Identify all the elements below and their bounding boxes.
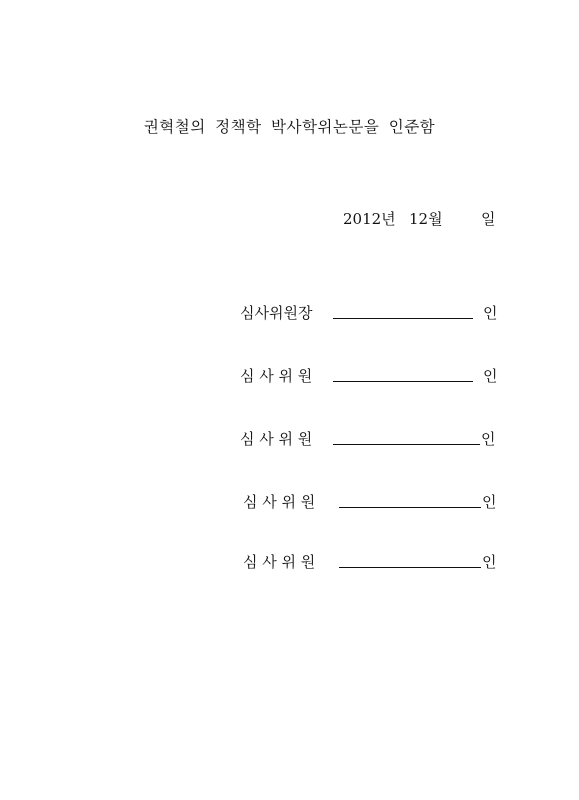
seal-mark: 인	[483, 304, 498, 322]
seal-mark: 인	[483, 367, 498, 385]
date-month: 12월	[409, 210, 443, 228]
signature-line	[333, 381, 473, 382]
signature-row-member	[243, 491, 500, 513]
date-year: 2012년	[343, 210, 396, 228]
signature-line	[333, 444, 480, 445]
signature-line	[333, 318, 473, 319]
signature-line	[339, 567, 481, 568]
signature-role: 심 사 위 원	[243, 553, 316, 571]
seal-mark: 인	[482, 493, 497, 511]
signature-row-member	[243, 551, 500, 573]
date-day: 일	[481, 210, 496, 228]
signature-role: 심사위원장	[240, 304, 313, 322]
signature-row-member	[240, 428, 500, 450]
signature-role: 심 사 위 원	[240, 430, 313, 448]
approval-date	[343, 208, 496, 229]
seal-mark: 인	[481, 430, 496, 448]
approval-title: 권혁철의 정책학 박사학위논문을 인준함	[143, 118, 436, 136]
signature-row-chair	[240, 302, 500, 324]
signature-role: 심 사 위 원	[243, 493, 316, 511]
signature-row-member	[240, 365, 500, 387]
seal-mark: 인	[482, 553, 497, 571]
signature-line	[339, 507, 481, 508]
signature-role: 심 사 위 원	[240, 367, 313, 385]
